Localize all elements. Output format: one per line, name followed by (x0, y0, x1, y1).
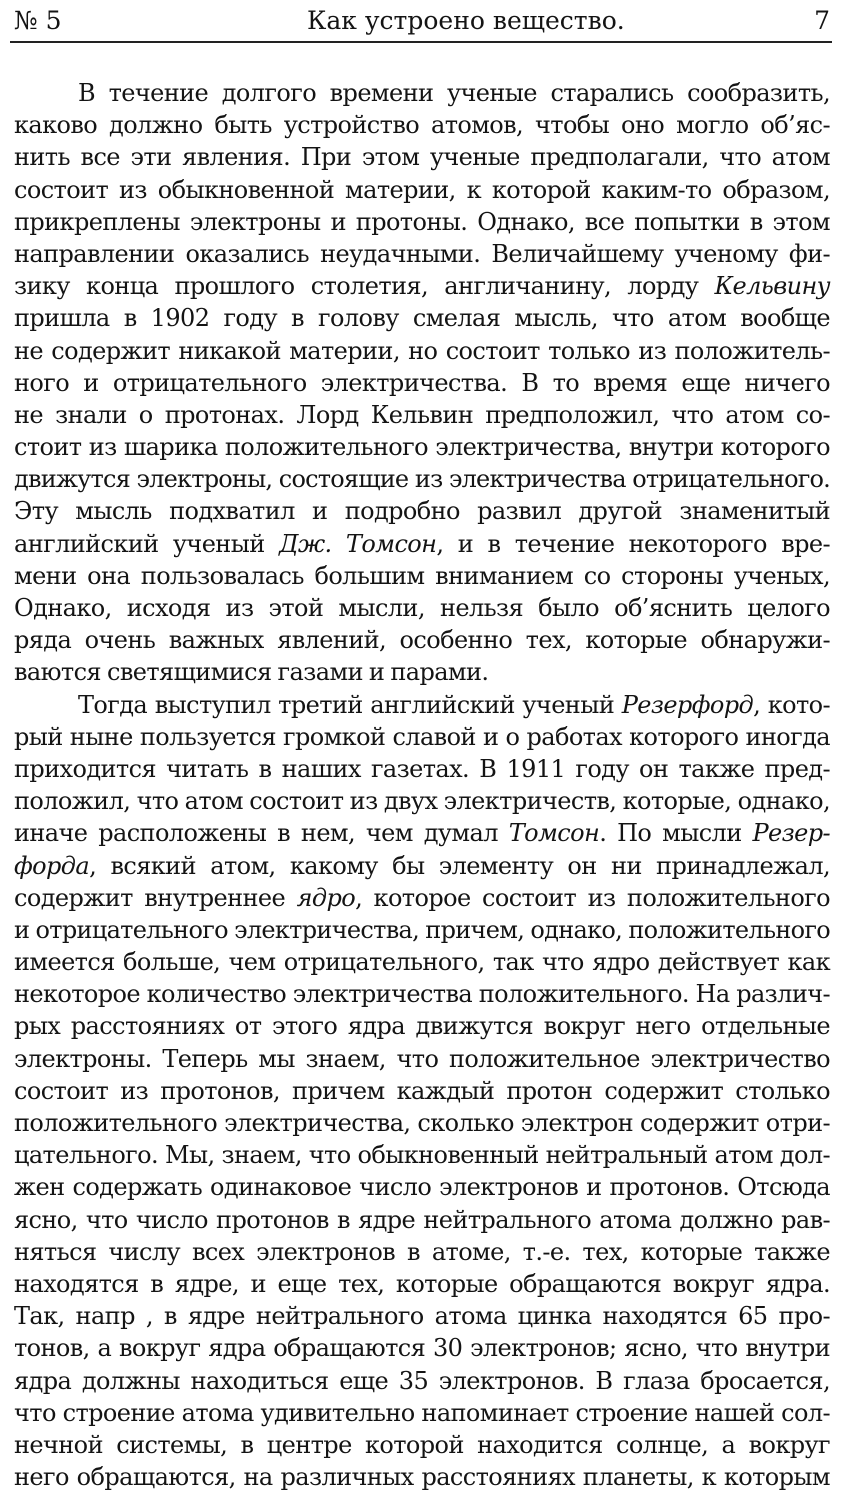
text-line: электроны. Теперь мы знаем, что положительное электричество (14, 1044, 830, 1073)
text-line: нечной системы, в центре которой находится солнце, а вокруг (14, 1430, 830, 1459)
text-line: не содержит никакой материи, но состоит только из положитель- (14, 336, 830, 365)
text-line: нить все эти явления. При этом ученые предполагали, что атом (14, 143, 830, 172)
text-line: цательного. Мы, знаем, что обыкновенный нейтральный атом дол- (14, 1141, 830, 1170)
text-line: ряда очень важных явлений, особенно тех, которые обнаружи- (14, 626, 830, 655)
running-title: Как устроено вещество. (307, 6, 625, 35)
text-line: В течение долгого времени ученые старались сообразить, (78, 79, 830, 107)
text-line: тонов, а вокруг ядра обращаются 30 электронов; ясно, что внутри (14, 1334, 830, 1363)
text-line: ясно, что число протонов в ядре нейтрального атома должно рав- (14, 1205, 830, 1234)
text-line: няться числу всех электронов в атоме, т.-е. тех, которые также (14, 1237, 830, 1266)
text-line: рый ныне пользуется громкой славой и о работах которого иногда (14, 722, 830, 751)
text-line: Эту мысль подхватил и подробно развил другой знаменитый (14, 497, 830, 526)
text-line: мени она пользовалась большим вниманием со стороны ученых, (14, 561, 830, 590)
header-rule (10, 41, 832, 43)
text-line: содержит внутреннее ядро, которое состоит из положительного (14, 883, 830, 912)
text-line: Так, напр , в ядре нейтрального атома цинка находятся 65 про- (14, 1302, 830, 1331)
text-line: каково должно быть устройство атомов, чтобы оно могло об’яс- (14, 111, 830, 140)
text-line: движутся электроны, состоящие из электричества отрицательного. (14, 465, 830, 494)
text-line: зику конца прошлого столетия, англичанину, лорду Кельвину (14, 272, 830, 301)
body-text (14, 77, 830, 1493)
text-line: состоит из обыкновенной материи, к которой каким-то образом, (14, 175, 830, 204)
text-line: и отрицательного электричества, причем, однако, положительного (14, 915, 830, 944)
text-line: направлении оказались неудачными. Величайшему ученому фи- (14, 239, 830, 268)
page-number: 7 (814, 6, 830, 35)
text-line: Однако, исходя из этой мысли, нельзя было об’яснить целого (14, 594, 830, 622)
text-line: находятся в ядре, и еще тех, которые обращаются вокруг ядра. (14, 1269, 830, 1298)
text-line: жен содержать одинаковое число электронов и протонов. Отсюда (14, 1173, 830, 1202)
text-line: него обращаются, на различных расстояниях планеты, к которым (14, 1463, 830, 1492)
text-line: прикреплены электроны и протоны. Однако, все попытки в этом (14, 207, 830, 236)
text-line: приходится читать в наших газетах. В 1911 году он также пред- (14, 754, 830, 783)
text-line: что строение атома удивительно напоминает строение нашей сол- (14, 1398, 830, 1427)
text-line: рых расстояниях от этого ядра движутся вокруг него отдельные (14, 1012, 830, 1041)
text-line: стоит из шарика положительного электричества, внутри которого (14, 433, 830, 462)
issue-number: № 5 (14, 6, 62, 35)
text-line: пришла в 1902 году в голову смелая мысль, что атом вообще (14, 304, 830, 333)
page-header (0, 0, 844, 44)
text-line: иначе расположены в нем, чем думал Томсон. По мысли Резер- (14, 819, 830, 848)
text-line: ядра должны находиться еще 35 электронов. В глаза бросается, (14, 1366, 830, 1395)
text-line: положительного электричества, сколько электрон содержит отри- (14, 1109, 830, 1137)
text-line: ваются светящимися газами и парами. (14, 658, 489, 687)
text-line: английский ученый Дж. Томсон, и в течение некоторого вре- (14, 529, 831, 558)
text-line: состоит из протонов, причем каждый протон содержит столько (14, 1076, 830, 1105)
text-line: не знали о протонах. Лорд Кельвин предположил, что атом со- (14, 400, 830, 429)
text-line: Тогда выступил третий английский ученый Резерфорд, кото- (78, 690, 831, 719)
text-line: ного и отрицательного электричества. В то время еще ничего (14, 368, 830, 397)
text-line: положил, что атом состоит из двух электричеств, которые, однако, (14, 787, 830, 816)
text-line: некоторое количество электричества положительного. На различ- (14, 980, 830, 1009)
text-line: форда, всякий атом, какому бы элементу он ни принадлежал, (14, 851, 830, 880)
text-line: имеется больше, чем отрицательного, так что ядро действует как (14, 948, 830, 977)
